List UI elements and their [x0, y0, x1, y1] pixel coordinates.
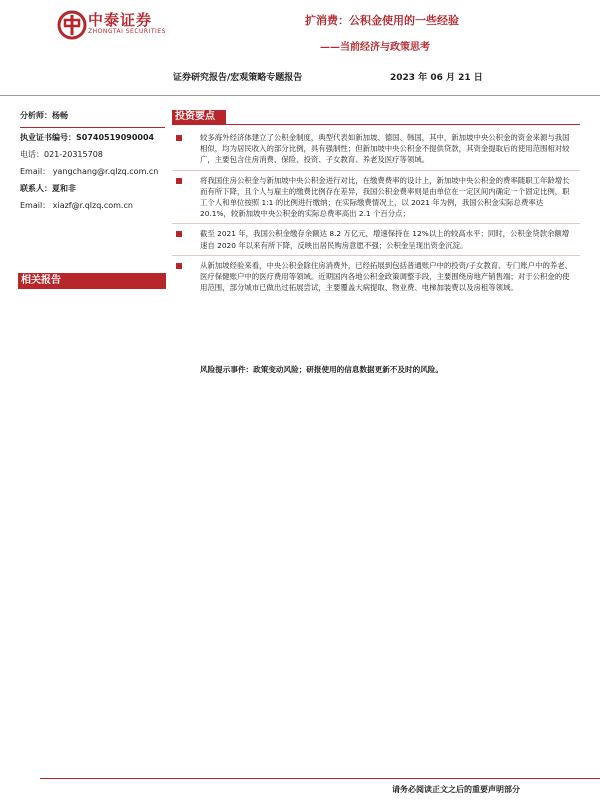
risk-warning: 风险提示事件：政策变动风险；研报使用的信息数据更新不及时的风险。	[200, 365, 443, 374]
list-item: 较多海外经济体建立了公积金制度，典型代表如新加坡、德国、韩国，其中，新加坡中央公积金的资金来源与我国相似，均为居民收入的部分比例，具有强制性；但新加坡中央公积金不提供贷款，其资金提取后的使用范围相对较广，主要包含住房消费、保险、投资、子女教育、养老及医疗等领域。	[172, 128, 580, 171]
email-row: Email： yangchang@r.qlzq.com.cn	[20, 167, 159, 176]
contact-email[interactable]: xiazf@r.qlzq.com.cn	[52, 201, 133, 210]
bullet-square-icon	[176, 263, 182, 269]
analyst-info	[20, 110, 165, 217]
logo-subtitle: ZHONGTAI SECURITIES	[88, 28, 166, 35]
footer-disclaimer: 请务必阅读正文之后的重要声明部分	[392, 784, 520, 794]
investment-points-divider	[172, 124, 580, 125]
analyst-row: 分析师：杨畅	[20, 111, 68, 120]
report-subtitle: ——当前经济与政策思考	[320, 42, 430, 53]
header-divider	[0, 95, 600, 96]
bullet-square-icon	[176, 178, 182, 184]
bullet-square-icon	[176, 135, 182, 141]
cert-number: S0740519090004	[76, 133, 155, 142]
analyst-divider	[20, 127, 165, 128]
investment-points-list	[172, 128, 580, 297]
related-reports-header: 相关报告	[18, 273, 166, 289]
contact-name: 夏和非	[52, 184, 76, 193]
list-item: 将我国住房公积金与新加坡中央公积金进行对比，在缴费费率的设计上，新加坡中央公积金的费率随职工年龄增长而有所下降，且个人与雇主的缴费比例存在差异，我国公积金费率则是由单位在一定区间内确定一个固定比例，职工个人和单位按照 1:1 的比例进行缴纳；在实际缴费情况上，以 2021 年为例，我国公积金实际总费率达 20.1%，较新加坡中央公积金的实际总费率高出 2.1 个百分点；	[172, 171, 580, 225]
cert-row: 执业证书编号：S0740519090004	[20, 133, 155, 142]
list-item: 从新加坡经验来看，中央公积金除住房消费外，已经拓展到包括普通账户中的投资/子女教育、专门账户中的养老、医疗保健账户中的医疗费用等领域。近期国内各地公积金政策调整手段，主要围绕房地产销售端；对于公积金的使用范围，部分城市已做出过拓展尝试，主要覆盖大病提取、物业费、电梯加装费以及房租等领域。	[172, 256, 580, 298]
analyst-name: 杨畅	[52, 111, 68, 120]
phone-number: 021-20315708	[44, 150, 103, 159]
phone-row: 电话：021-20315708	[20, 150, 103, 159]
analyst-email[interactable]: yangchang@r.qlzq.com.cn	[52, 167, 159, 176]
report-date: 2023 年 06 月 21 日	[390, 73, 483, 83]
contact-email-row: Email： xiazf@r.qlzq.com.cn	[20, 201, 133, 210]
logo-name: 中泰证券	[88, 11, 153, 29]
contact-row: 联系人：夏和非	[20, 184, 76, 193]
bullet-square-icon	[176, 231, 182, 237]
report-title: 扩消费：公积金使用的一些经验	[305, 14, 459, 27]
footer-divider	[40, 778, 600, 779]
report-type: 证券研究报告/宏观策略专题报告	[173, 73, 303, 83]
list-item: 截至 2021 年，我国公积金缴存余额达 8.2 万亿元，增速保持在 12%以上的较高水平；同时，公积金贷款余额增速自 2020 年以来有所下降，反映出居民购房意愿不强；公积金呈现出资金沉淀。	[172, 224, 580, 255]
investment-points-title: 投资要点	[172, 110, 226, 124]
